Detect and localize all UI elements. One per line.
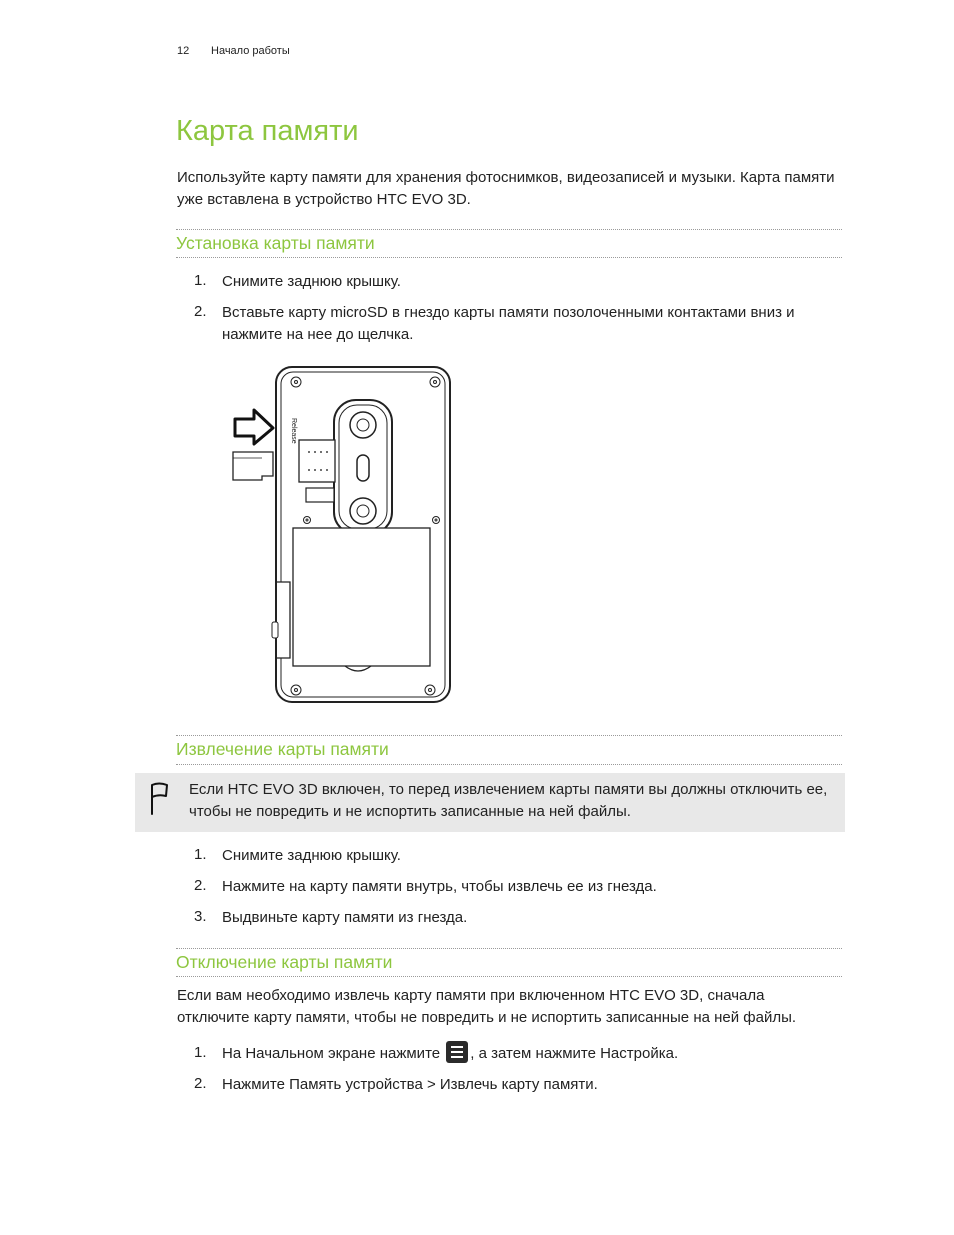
remove-heading: Извлечение карты памяти (176, 739, 389, 759)
menu-icon (446, 1041, 468, 1063)
step-number: 1. (194, 846, 207, 863)
divider (176, 229, 842, 230)
note-flag-icon (148, 782, 170, 816)
divider (176, 948, 842, 949)
divider (176, 976, 842, 977)
step-text: Вставьте карту microSD в гнездо карты памяти позолоченными контактами вниз и нажмите на нее до щелчка. (222, 304, 795, 343)
step-number: 1. (194, 272, 207, 289)
step-number: 2. (194, 303, 207, 320)
page-number: 12 (177, 45, 190, 57)
step-number: 3. (194, 908, 207, 925)
page-title: Карта памяти (176, 115, 359, 147)
step-text (222, 1043, 832, 1065)
step-text: Нажмите Память устройства > Извлечь карту памяти. (222, 1076, 598, 1093)
release-label: Release (290, 418, 297, 444)
unmount-paragraph: Если вам необходимо извлечь карту памяти при включенном HTC EVO 3D, сначала отключите карту памяти, чтобы не повредить и не испортить записанные на ней файлы. (177, 987, 797, 1026)
step-number: 2. (194, 1075, 207, 1092)
step-number: 1. (194, 1044, 207, 1061)
unmount-heading: Отключение карты памяти (176, 952, 393, 972)
intro-paragraph: Используйте карту памяти для хранения фотоснимков, видеозаписей и музыки. Карта памяти уже вставлена в устройство HTC EVO 3D. (177, 169, 835, 208)
divider (176, 764, 842, 765)
install-heading: Установка карты памяти (176, 233, 375, 253)
note-text: Если HTC EVO 3D включен, то перед извлечением карты памяти вы должны отключить ее, чтобы не повредить и не испортить записанные на ней файлы. (189, 781, 828, 820)
section-name: Начало работы (211, 45, 290, 57)
step-text: Снимите заднюю крышку. (222, 847, 401, 864)
step-text: Выдвиньте карту памяти из гнезда. (222, 909, 468, 926)
divider (176, 257, 842, 258)
phone-back-illustration (225, 360, 460, 705)
step-text-after: , а затем нажмите Настройка. (470, 1045, 679, 1062)
step-text: Нажмите на карту памяти внутрь, чтобы извлечь ее из гнезда. (222, 878, 657, 895)
divider (176, 735, 842, 736)
step-number: 2. (194, 877, 207, 894)
step-text-before: На Начальном экране нажмите (222, 1045, 441, 1062)
step-text: Снимите заднюю крышку. (222, 273, 401, 290)
